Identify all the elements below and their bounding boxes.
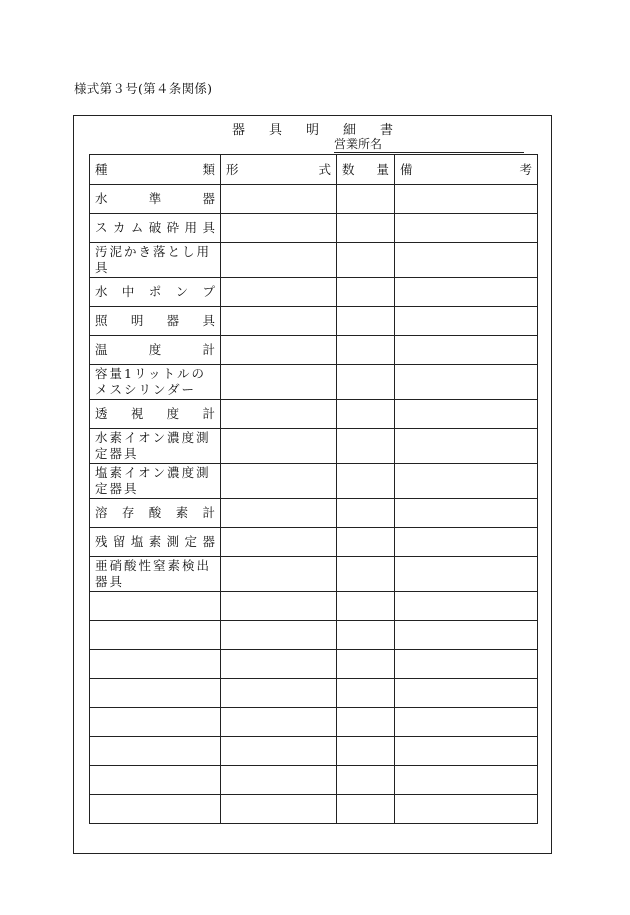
quantity-cell[interactable] [337, 429, 395, 464]
quantity-cell[interactable] [337, 592, 395, 621]
item-name-cell [90, 464, 221, 499]
item-name-cell[interactable] [90, 737, 221, 766]
item-name: 容量1リットルのメスシリンダー [95, 366, 206, 397]
table-row [90, 307, 538, 336]
table-row [90, 499, 538, 528]
item-name-cell [90, 557, 221, 592]
model-cell[interactable] [221, 185, 337, 214]
table-row [90, 365, 538, 400]
header-quantity: 数 量 [337, 155, 395, 185]
item-name-cell [90, 214, 221, 243]
remarks-cell[interactable] [395, 679, 538, 708]
quantity-cell[interactable] [337, 499, 395, 528]
item-name-cell[interactable] [90, 708, 221, 737]
quantity-cell[interactable] [337, 185, 395, 214]
model-cell[interactable] [221, 766, 337, 795]
form-number: 様式第３号(第４条関係) [74, 81, 213, 96]
header-model: 形 式 [221, 155, 337, 185]
item-name-cell [90, 278, 221, 307]
model-cell[interactable] [221, 795, 337, 824]
table-header-row [90, 155, 538, 185]
model-cell[interactable] [221, 464, 337, 499]
quantity-cell[interactable] [337, 400, 395, 429]
remarks-cell[interactable] [395, 650, 538, 679]
remarks-cell[interactable] [395, 528, 538, 557]
blank-row [90, 679, 538, 708]
remarks-cell[interactable] [395, 795, 538, 824]
item-name-cell [90, 499, 221, 528]
table-row [90, 464, 538, 499]
remarks-cell[interactable] [395, 336, 538, 365]
item-name-cell[interactable] [90, 592, 221, 621]
equipment-table [89, 154, 538, 824]
remarks-cell[interactable] [395, 278, 538, 307]
remarks-cell[interactable] [395, 243, 538, 278]
blank-row [90, 766, 538, 795]
item-name-cell[interactable] [90, 795, 221, 824]
table-row [90, 528, 538, 557]
quantity-cell[interactable] [337, 766, 395, 795]
form-frame [73, 115, 552, 854]
model-cell[interactable] [221, 592, 337, 621]
quantity-cell[interactable] [337, 336, 395, 365]
header-type: 種 類 [90, 155, 221, 185]
remarks-cell[interactable] [395, 365, 538, 400]
item-name: ス カ ム 破 砕 用 具 [95, 220, 215, 235]
table-row [90, 214, 538, 243]
table-row [90, 185, 538, 214]
model-cell[interactable] [221, 214, 337, 243]
document-title: 器具明細書 [231, 123, 417, 138]
model-cell[interactable] [221, 243, 337, 278]
quantity-cell[interactable] [337, 365, 395, 400]
table-row [90, 243, 538, 278]
office-name-field[interactable]: 営業所名 [334, 137, 524, 153]
blank-row [90, 708, 538, 737]
item-name-cell[interactable] [90, 766, 221, 795]
model-cell[interactable] [221, 429, 337, 464]
quantity-cell[interactable] [337, 307, 395, 336]
model-cell[interactable] [221, 708, 337, 737]
remarks-cell[interactable] [395, 766, 538, 795]
quantity-cell[interactable] [337, 528, 395, 557]
remarks-cell[interactable] [395, 557, 538, 592]
remarks-cell[interactable] [395, 592, 538, 621]
table-row [90, 557, 538, 592]
quantity-cell[interactable] [337, 214, 395, 243]
quantity-cell[interactable] [337, 650, 395, 679]
item-name-cell [90, 400, 221, 429]
model-cell[interactable] [221, 336, 337, 365]
quantity-cell[interactable] [337, 464, 395, 499]
remarks-cell[interactable] [395, 737, 538, 766]
quantity-cell[interactable] [337, 243, 395, 278]
item-name: 照 明 器 具 [95, 313, 215, 328]
model-cell[interactable] [221, 737, 337, 766]
remarks-cell[interactable] [395, 621, 538, 650]
quantity-cell[interactable] [337, 278, 395, 307]
quantity-cell[interactable] [337, 557, 395, 592]
item-name: 透 視 度 計 [95, 406, 215, 421]
item-name: 亜硝酸性窒素検出器具 [95, 558, 212, 589]
table-row [90, 429, 538, 464]
remarks-cell[interactable] [395, 400, 538, 429]
remarks-cell[interactable] [395, 429, 538, 464]
quantity-cell[interactable] [337, 737, 395, 766]
table-row [90, 336, 538, 365]
blank-row [90, 650, 538, 679]
blank-row [90, 592, 538, 621]
item-name-cell [90, 528, 221, 557]
item-name: 水 中 ポ ン プ [95, 284, 215, 299]
remarks-cell[interactable] [395, 214, 538, 243]
model-cell[interactable] [221, 679, 337, 708]
quantity-cell[interactable] [337, 795, 395, 824]
item-name-cell [90, 243, 221, 278]
table-row [90, 278, 538, 307]
item-name: 塩素イオン濃度測定器具 [95, 465, 211, 496]
model-cell[interactable] [221, 365, 337, 400]
model-cell[interactable] [221, 307, 337, 336]
model-cell[interactable] [221, 621, 337, 650]
quantity-cell[interactable] [337, 679, 395, 708]
item-name: 残 留 塩 素 測 定 器 [95, 534, 215, 549]
item-name: 温 度 計 [95, 342, 215, 357]
remarks-cell[interactable] [395, 464, 538, 499]
item-name-cell [90, 185, 221, 214]
remarks-cell[interactable] [395, 708, 538, 737]
table-row [90, 400, 538, 429]
model-cell[interactable] [221, 528, 337, 557]
blank-row [90, 795, 538, 824]
model-cell[interactable] [221, 278, 337, 307]
quantity-cell[interactable] [337, 621, 395, 650]
model-cell[interactable] [221, 557, 337, 592]
remarks-cell[interactable] [395, 185, 538, 214]
quantity-cell[interactable] [337, 708, 395, 737]
model-cell[interactable] [221, 499, 337, 528]
item-name-cell [90, 307, 221, 336]
blank-row [90, 737, 538, 766]
item-name: 汚泥かき落とし用具 [95, 244, 212, 275]
item-name-cell [90, 336, 221, 365]
remarks-cell[interactable] [395, 307, 538, 336]
item-name-cell[interactable] [90, 650, 221, 679]
model-cell[interactable] [221, 400, 337, 429]
item-name: 水素イオン濃度測定器具 [95, 430, 211, 461]
item-name-cell [90, 429, 221, 464]
item-name: 水 準 器 [95, 191, 215, 206]
item-name-cell[interactable] [90, 621, 221, 650]
header-remarks: 備 考 [395, 155, 538, 185]
item-name-cell[interactable] [90, 679, 221, 708]
remarks-cell[interactable] [395, 499, 538, 528]
blank-row [90, 621, 538, 650]
item-name: 溶 存 酸 素 計 [95, 505, 215, 520]
item-name-cell [90, 365, 221, 400]
model-cell[interactable] [221, 650, 337, 679]
